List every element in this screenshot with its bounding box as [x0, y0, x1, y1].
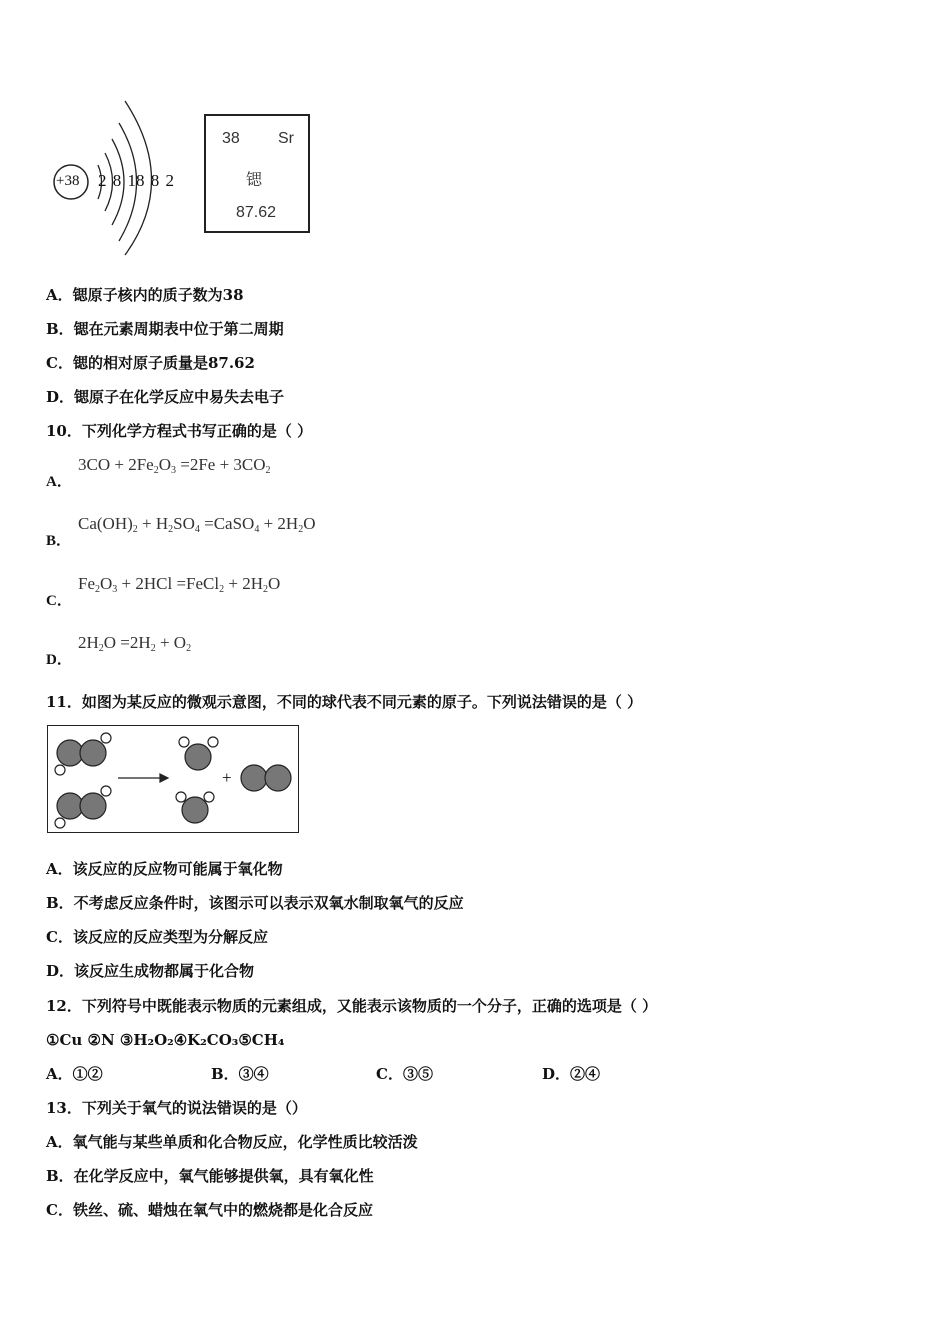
q10-equation-c: $Fe_2O_3 + 2HCl$ =FeCl$_2$ + $2H_2O$ — [78, 574, 281, 595]
q10-letter-b: B． — [46, 533, 72, 549]
q9-option-a: A．锶原子核内的质子数为38 — [46, 286, 244, 304]
q10-equation-d: $2H_2O =2H_2 + O_2$ — [78, 633, 192, 654]
q11-stem: 11．如图为某反应的微观示意图，不同的球代表不同元素的原子。下列说法错误的是（ ） — [46, 693, 643, 711]
plus-sign: + — [222, 768, 232, 787]
q12-choices — [46, 1064, 646, 1084]
q13-stem: 13．下列关于氧气的说法错误的是（） — [46, 1099, 307, 1117]
atomic-mass: 87.62 — [236, 204, 277, 221]
q10-equation-b: $Ca(OH)_2 + H_2SO_4$ =CaSO$_4$ + $2H_2O$ — [78, 514, 316, 535]
molecule-drawing — [48, 726, 298, 832]
q11-option-d: D．该反应生成物都属于化合物 — [46, 962, 255, 980]
q12-stem: 12．下列符号中既能表示物质的元素组成，又能表示该物质的一个分子，正确的选项是（ ） — [46, 997, 658, 1015]
q13-option-c: C．铁丝、硫、蜡烛在氧气中的燃烧都是化合反应 — [46, 1201, 373, 1219]
atomic-number: 38 — [222, 130, 240, 147]
reaction-micro-diagram — [47, 725, 299, 833]
q12-choice-b: B．③④ — [211, 1065, 269, 1083]
nucleus-charge: +38 — [56, 173, 80, 189]
q13-option-b: B．在化学反应中，氧气能够提供氧，具有氧化性 — [46, 1167, 374, 1185]
element-card — [204, 114, 310, 233]
q13-option-a: A．氧气能与某些单质和化合物反应，化学性质比较活泼 — [46, 1133, 418, 1151]
q10-letter-a: A． — [46, 474, 72, 490]
q12-choice-a: A．①② — [46, 1065, 103, 1083]
element-name: 锶 — [246, 170, 263, 189]
q11-option-b: B．不考虑反应条件时，该图示可以表示双氧水制取氧气的反应 — [46, 894, 464, 912]
element-symbol: Sr — [278, 130, 294, 147]
q12-choice-c: C．③⑤ — [376, 1065, 433, 1083]
q9-option-d: D．锶原子在化学反应中易失去电子 — [46, 388, 285, 406]
q10-letter-d: D． — [46, 652, 72, 668]
q10-letter-c: C． — [46, 593, 72, 609]
shell-electron-counts: 2 8 18 8 2 — [98, 171, 174, 190]
q11-option-c: C．该反应的反应类型为分解反应 — [46, 928, 268, 946]
q10-equation-a: $3CO + 2Fe_2O_3 =2Fe + 3CO_2$ — [78, 455, 271, 476]
q12-choice-d: D．②④ — [542, 1065, 601, 1083]
q9-option-b: B．锶在元素周期表中位于第二周期 — [46, 320, 284, 338]
q11-option-a: A．该反应的反应物可能属于氧化物 — [46, 860, 283, 878]
q10-stem: 10．下列化学方程式书写正确的是（ ） — [46, 422, 313, 440]
q12-symbols: ①Cu ②N ③H₂O₂④K₂CO₃⑤CH₄ — [46, 1031, 285, 1049]
q9-option-c: C．锶的相对原子质量是87.62 — [46, 354, 255, 372]
atom-structure-diagram — [50, 95, 190, 260]
